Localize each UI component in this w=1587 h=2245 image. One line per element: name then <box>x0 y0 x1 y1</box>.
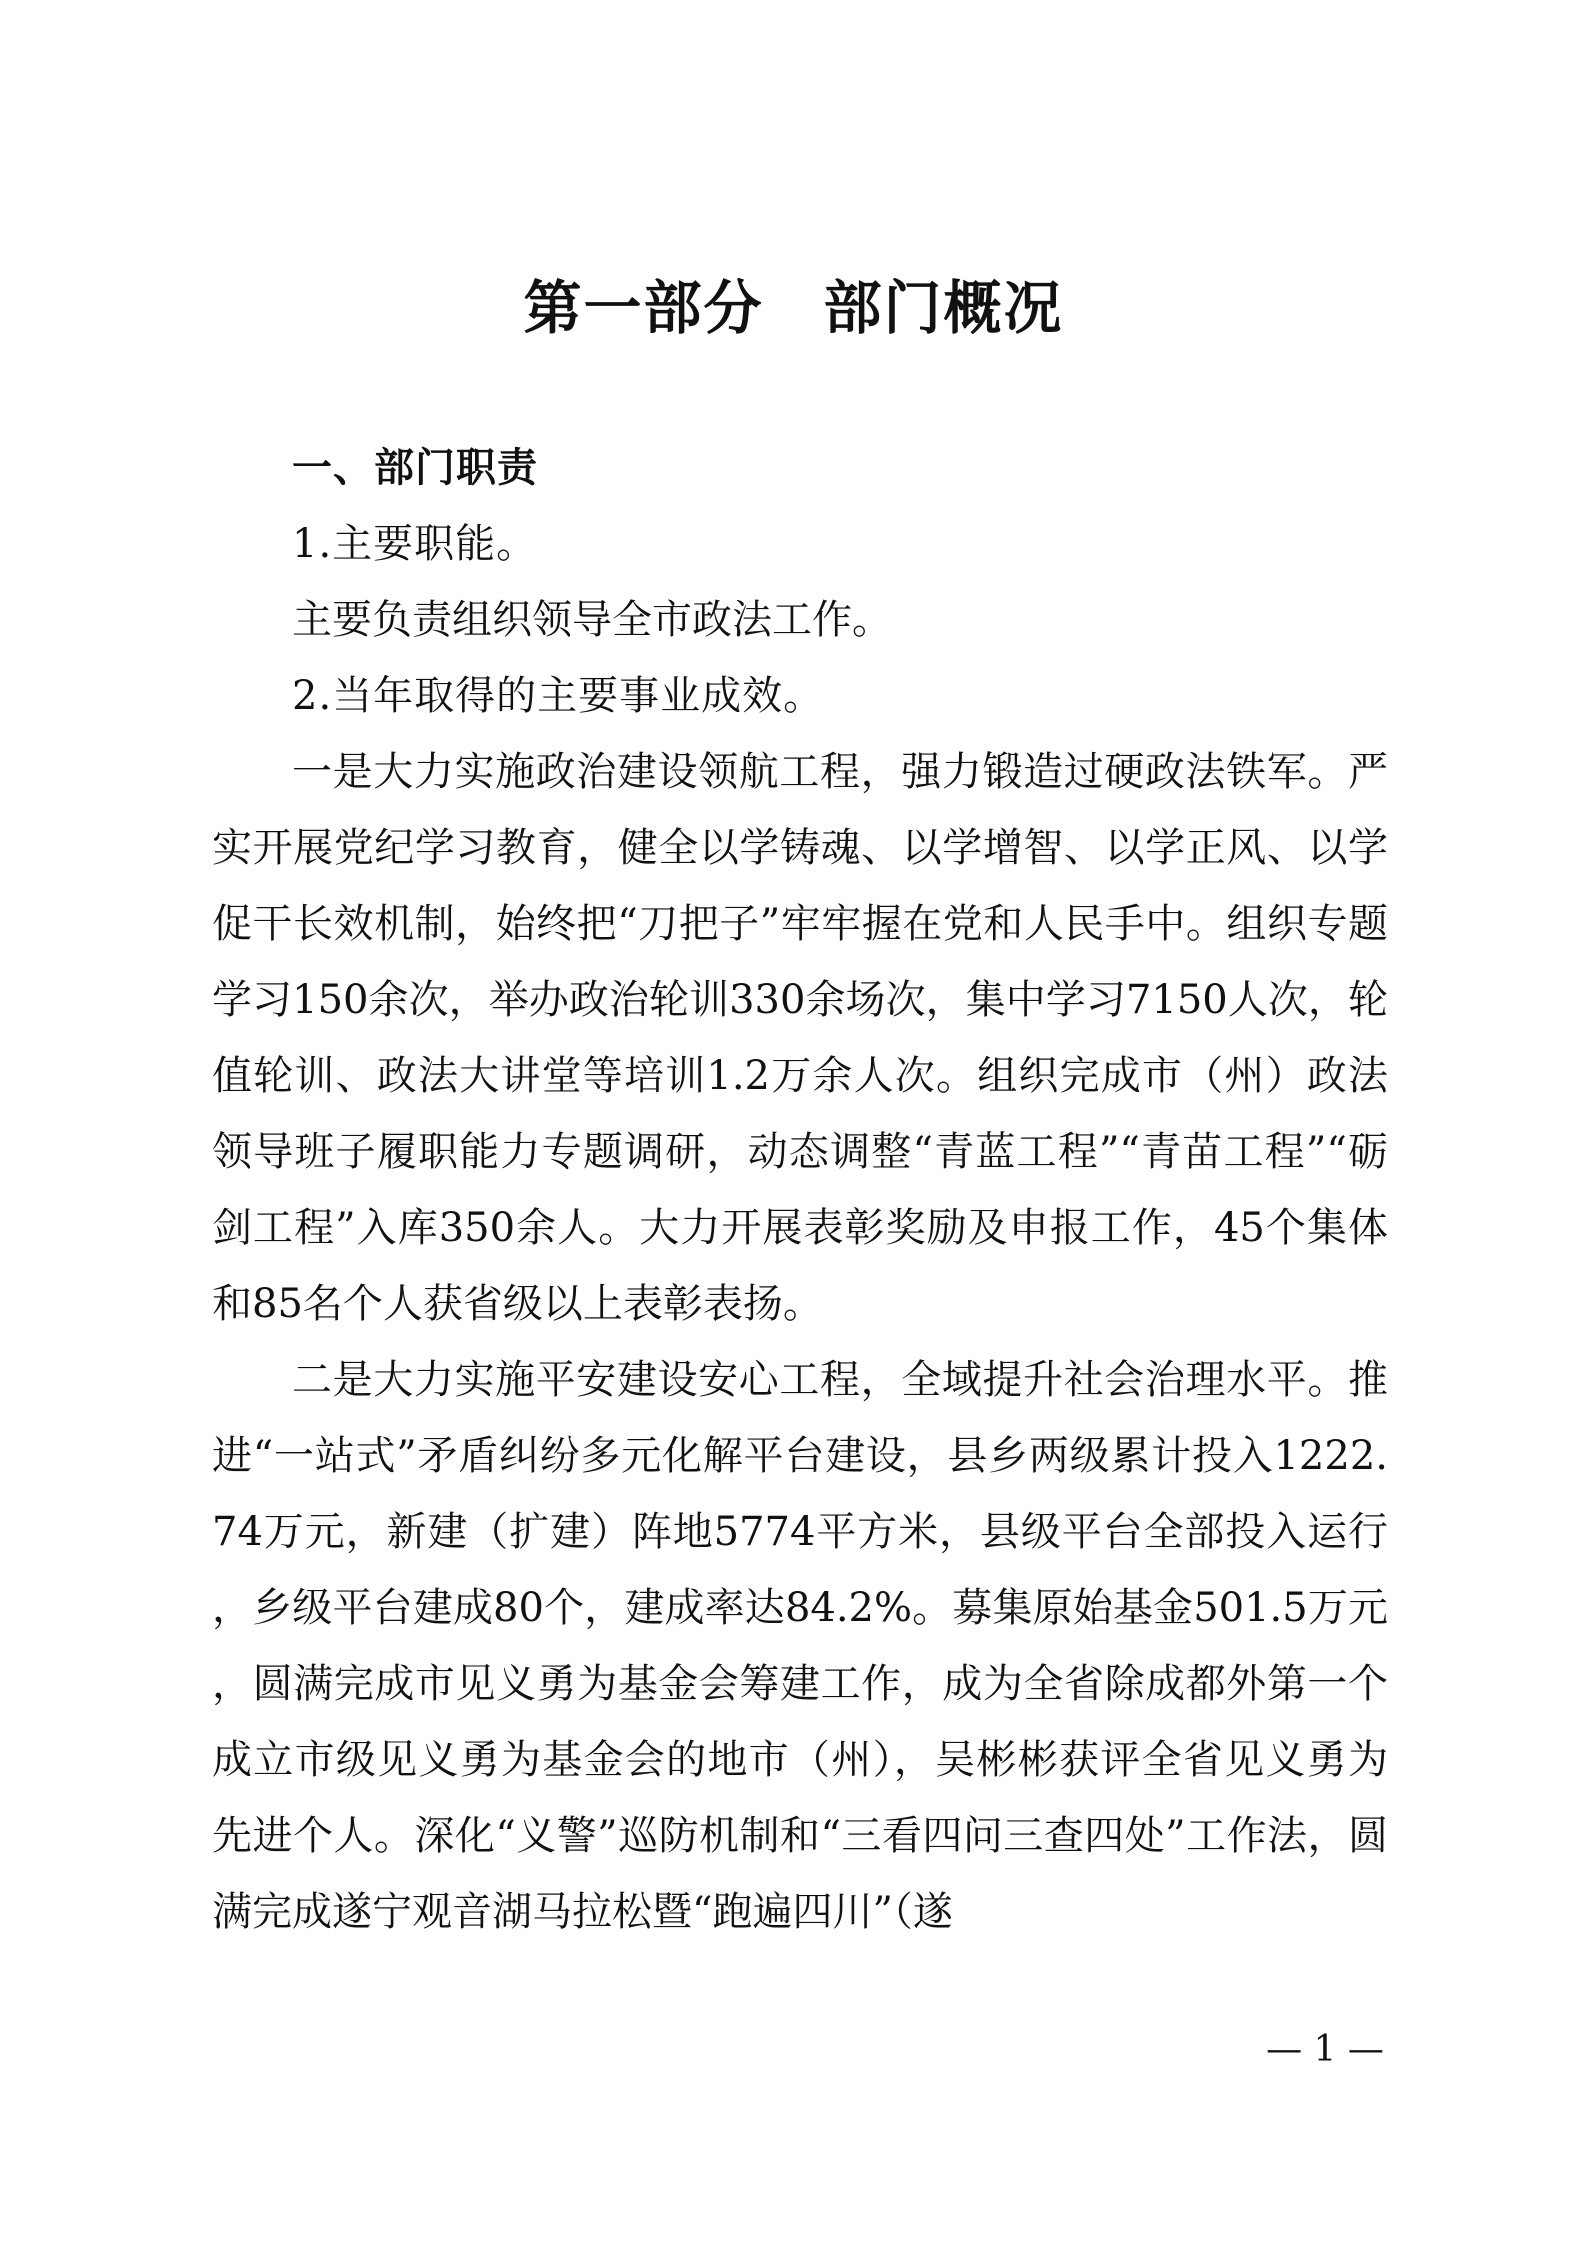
page-number: — 1 — <box>1266 2029 1384 2070</box>
document-body <box>212 430 1388 1950</box>
section-heading: 一、部门职责 <box>292 445 538 491</box>
page-title: 第一部分 部门概况 <box>523 274 1064 342</box>
paragraph-safety-construction: 二是大力实施平安建设安心工程，全域提升社会治理水平。推进“一站式”矛盾纠纷多元化解平台建设，县乡两级累计投入1222.74万元，新建（扩建）阵地5774平方米，县级平台全部投入运行，乡级平台建成80个，建成率达84.2%。募集原始基金501.5万元，圆满完成市见义勇为基金会筹建工作，成为全省除成都外第一个成立市级见义勇为基金会的地市（州），吴彬彬获评全省见义勇为先进个人。深化“义警”巡防机制和“三看四问三查四处”工作法，圆满完成遂宁观音湖马拉松暨“跑遍四川”（遂 <box>212 1357 1388 1935</box>
item-2-heading: 2.当年取得的主要事业成效。 <box>292 673 825 719</box>
item-1-heading: 1.主要职能。 <box>292 521 538 567</box>
item-1-body: 主要负责组织领导全市政法工作。 <box>292 597 892 643</box>
paragraph-political-construction: 一是大力实施政治建设领航工程，强力锻造过硬政法铁军。严实开展党纪学习教育，健全以学铸魂、以学增智、以学正风、以学促干长效机制，始终把“刀把子”牢牢握在党和人民手中。组织专题学习150余次，举办政治轮训330余场次，集中学习7150人次，轮值轮训、政法大讲堂等培训1.2万余人次。组织完成市（州）政法领导班子履职能力专题调研，动态调整“青蓝工程”“青苗工程”“砺剑工程”入库350余人。大力开展表彰奖励及申报工作，45个集体和85名个人获省级以上表彰表扬。 <box>212 749 1388 1327</box>
